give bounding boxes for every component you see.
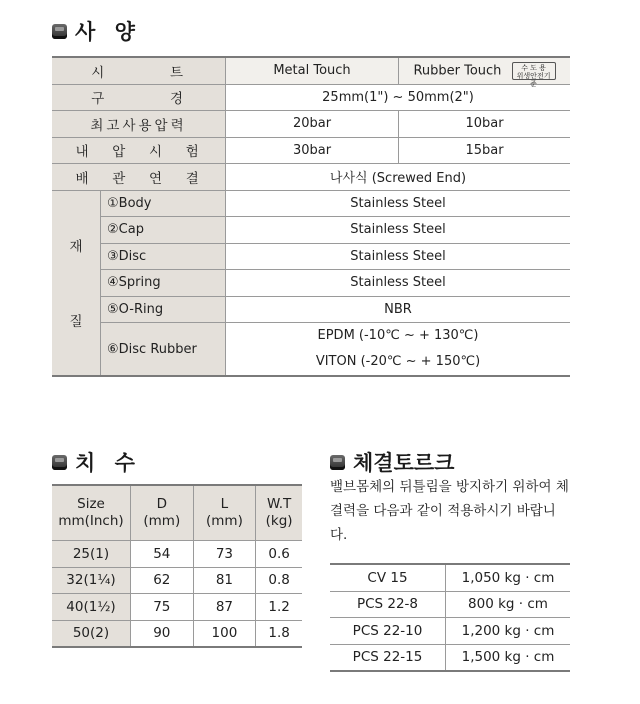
l-cell: 81 — [193, 567, 256, 594]
size-cell: 50(2) — [52, 620, 131, 647]
torque-model: PCS 22-8 — [330, 591, 446, 618]
torque-value: 1,050 kg · cm — [446, 564, 571, 591]
wt-cell: 1.8 — [256, 620, 302, 647]
wt-cell: 0.8 — [256, 567, 302, 594]
material-value: NBR — [226, 296, 571, 323]
material-row — [52, 243, 570, 270]
heading-square-icon — [52, 455, 67, 470]
material-value: Stainless Steel — [226, 270, 571, 297]
material-part: ⑥Disc Rubber — [101, 323, 226, 377]
pressure-label: 최고사용압력 — [52, 111, 226, 138]
dimensions-heading — [52, 447, 141, 477]
disc-rubber-viton: VITON (-20℃ ~ + 150℃) — [315, 354, 481, 369]
torque-value: 1,200 kg · cm — [446, 618, 571, 645]
material-row — [52, 190, 570, 217]
seat-rubber-text: Rubber Touch — [413, 63, 502, 79]
size-cell: 40(1½) — [52, 594, 131, 621]
size-header: Size mm(Inch) — [52, 485, 131, 541]
d-cell: 75 — [131, 594, 194, 621]
d-header: D (mm) — [131, 485, 194, 541]
test-rubber: 15bar — [399, 137, 571, 164]
torque-model: PCS 22-15 — [330, 644, 446, 671]
torque-table — [330, 563, 570, 672]
wt-header: W.T (kg) — [256, 485, 302, 541]
table-row — [52, 541, 302, 568]
material-part: ③Disc — [101, 243, 226, 270]
diameter-label: 구 경 — [52, 84, 226, 111]
material-label — [52, 190, 101, 376]
table-row — [330, 618, 570, 645]
wt-cell: 0.6 — [256, 541, 302, 568]
l-cell: 73 — [193, 541, 256, 568]
spec-table — [52, 56, 570, 377]
d-cell: 54 — [131, 541, 194, 568]
dimensions-header-row — [52, 485, 302, 541]
l-header: L (mm) — [193, 485, 256, 541]
spec-row-test — [52, 137, 570, 164]
spec-row-pressure — [52, 111, 570, 138]
spec-row-diameter — [52, 84, 570, 111]
seat-metal-cell: Metal Touch — [226, 57, 399, 84]
seat-rubber-cell — [399, 57, 571, 88]
test-label: 내 압 시 험 — [52, 137, 226, 164]
disc-rubber-epdm: EPDM (-10℃ ~ + 130℃) — [317, 328, 479, 343]
kc-mark-icon — [512, 62, 556, 88]
kc-mark-line2: 위생안전기준 — [516, 71, 551, 88]
heading-square-icon — [52, 24, 67, 39]
pressure-metal: 20bar — [226, 111, 399, 138]
dimensions-heading-text: 치 수 — [75, 451, 141, 475]
l-cell: 100 — [193, 620, 256, 647]
seat-label: 시 트 — [52, 57, 226, 84]
material-part: ④Spring — [101, 270, 226, 297]
table-row — [330, 591, 570, 618]
material-row — [52, 296, 570, 323]
material-row — [52, 270, 570, 297]
spec-row-seat — [52, 57, 570, 84]
wt-cell: 1.2 — [256, 594, 302, 621]
torque-heading-text: 체결토르크 — [353, 451, 455, 475]
material-label-top: 재 — [69, 239, 83, 256]
d-cell: 62 — [131, 567, 194, 594]
l-cell: 87 — [193, 594, 256, 621]
torque-description: 밸브몸체의 뒤틀림을 방지하기 위하여 체결력을 다음과 같이 적용하시기 바랍니다. — [330, 479, 569, 543]
table-row — [330, 564, 570, 591]
torque-model: PCS 22-10 — [330, 618, 446, 645]
pressure-rubber: 10bar — [399, 111, 571, 138]
torque-heading — [330, 447, 454, 477]
torque-model: CV 15 — [330, 564, 446, 591]
torque-value: 800 kg · cm — [446, 591, 571, 618]
table-row — [330, 644, 570, 671]
kc-mark-line1: 수 도 용 — [521, 63, 546, 72]
material-part: ②Cap — [101, 217, 226, 244]
spec-heading — [52, 16, 141, 46]
table-row — [52, 567, 302, 594]
table-row — [52, 594, 302, 621]
material-value: Stainless Steel — [226, 217, 571, 244]
material-part: ⑤O-Ring — [101, 296, 226, 323]
test-metal: 30bar — [226, 137, 399, 164]
table-row — [52, 620, 302, 647]
material-row-disc-rubber — [52, 323, 570, 377]
material-value: Stainless Steel — [226, 243, 571, 270]
connection-label: 배 관 연 결 — [52, 164, 226, 191]
dimensions-table — [52, 484, 302, 648]
spec-heading-text: 사 양 — [75, 20, 141, 44]
size-cell: 32(1¼) — [52, 567, 131, 594]
material-row — [52, 217, 570, 244]
heading-square-icon — [330, 455, 345, 470]
diameter-value: 25mm(1") ~ 50mm(2") — [226, 84, 571, 111]
material-label-bottom: 질 — [69, 314, 83, 331]
connection-value: 나사식 (Screwed End) — [226, 164, 571, 191]
torque-value: 1,500 kg · cm — [446, 644, 571, 671]
material-part: ①Body — [101, 190, 226, 217]
size-cell: 25(1) — [52, 541, 131, 568]
d-cell: 90 — [131, 620, 194, 647]
material-value: Stainless Steel — [226, 190, 571, 217]
disc-rubber-values — [226, 323, 571, 377]
spec-row-connection — [52, 164, 570, 191]
